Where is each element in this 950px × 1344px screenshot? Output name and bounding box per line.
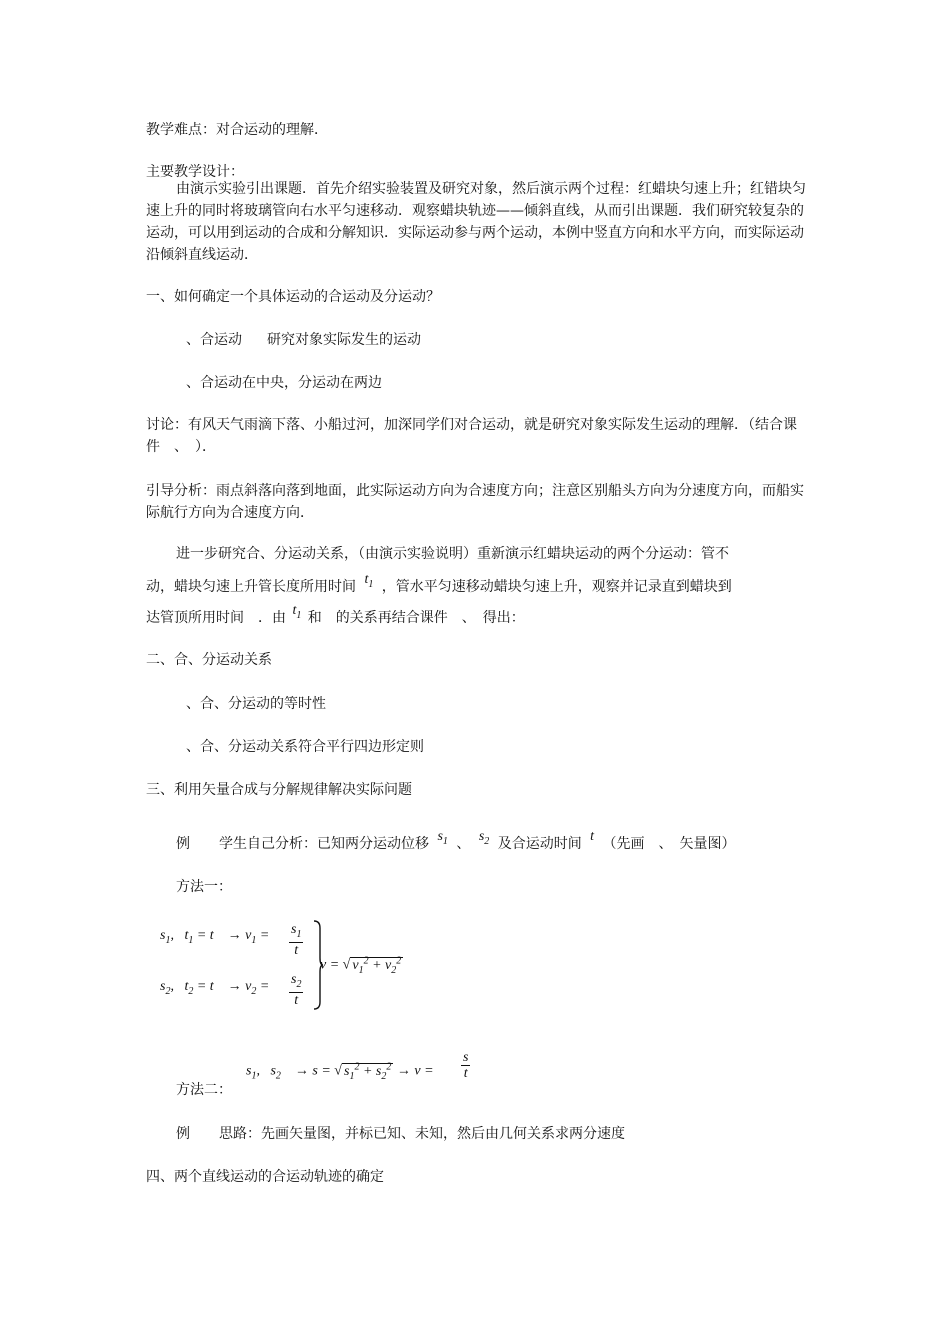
design-heading: 主要教学设计： [146, 164, 244, 180]
v1-fraction: $\frac{s_1}{t}$ [291, 922, 302, 958]
discussion-paragraph: 讨论：有风天气雨滴下落、小船过河，加深同学们对合运动，就是研究对象实际发生运动的理解．（结合课件 、 ）． [146, 417, 797, 455]
further-line-2-text-b: ，管水平匀速移动蜡块匀速上升，观察并记录直到蜡块到 [381, 579, 732, 595]
example-1-separator: 、 [456, 836, 471, 852]
t1-symbol: $t_1$ [292, 603, 302, 621]
teaching-difficulty: 教学难点：对合运动的理解． [146, 122, 328, 138]
further-line-2-text-a: 动，蜡块匀速上升管长度所用时间 [146, 579, 356, 595]
section-1-item-1-label: 、合运动 [186, 332, 242, 348]
s2-t2-relation: $s_2$, $t_2 = t$ → $v_2$ = [160, 979, 270, 997]
example-1-line [219, 829, 736, 859]
t1-symbol: $t_1$ [364, 572, 374, 590]
s2-symbol: $s_2$ [478, 829, 490, 847]
method-1-label: 方法一： [176, 879, 232, 895]
guide-paragraph: 引导分析：雨点斜落向落到地面，此实际运动方向为合速度方向；注意区别船头方向为分速度方向，而船实际航行方向为合速度方向． [146, 483, 804, 521]
section-1-item-1-text: 研究对象实际发生的运动 [267, 332, 421, 348]
method-2-label: 方法二： [176, 1082, 232, 1098]
further-line-2 [146, 572, 732, 602]
design-paragraph: 由演示实验引出课题．首先介绍实验装置及研究对象，然后演示两个过程：红蜡块匀速上升；红错块匀速上升的同时将玻璃管向右水平匀速移动．观察蜡块轨迹——倾斜直线，从而引出课题．我们研究较复杂的运动，可以用到运动的合成和分解知识．实际运动参与两个运动，本例中竖直方向和水平方向，而实际运动沿倾斜直线运动． [146, 181, 806, 263]
example-1-text-b: 及合运动时间 [497, 836, 582, 852]
v-result: v = √ $v_1^2 + v_2^2$ [320, 955, 402, 976]
further-line-3-text-b: 和 的关系再结合课件 、 得出： [307, 610, 525, 626]
section-3-heading: 三、利用矢量合成与分解规律解决实际问题 [146, 782, 412, 798]
section-4-heading: 四、两个直线运动的合运动轨迹的确定 [146, 1169, 384, 1185]
section-2-item-1: 、合、分运动的等时性 [186, 696, 326, 712]
further-line-1: 进一步研究合、分运动关系，（由演示实验说明）重新演示红蜡块运动的两个分运动：管不 [176, 546, 729, 562]
further-line-3-text-a: 达管顶所用时间 ．由 [146, 610, 286, 626]
v-fraction: $\frac{s}{t}$ [463, 1050, 469, 1081]
further-line-3 [146, 603, 525, 633]
example-2-text: 思路：先画矢量图，并标已知、未知，然后由几何关系求两分速度 [219, 1126, 625, 1142]
section-2-item-2: 、合、分运动关系符合平行四边形定则 [186, 739, 424, 755]
example-1-text-a: 学生自己分析：已知两分运动位移 [219, 836, 429, 852]
section-2-heading: 二、合、分运动关系 [146, 652, 272, 668]
s1-t1-relation: $s_1$, $t_1 = t$ → $v_1$ = [160, 928, 270, 946]
t-symbol: t [590, 829, 595, 844]
example-1-text-c: （先画 、 矢量图） [602, 836, 736, 852]
s-v-derivation: $s_1$, $s_2$ → s = √ $s_1^2 + s_2^2 \to v$ = [246, 1061, 434, 1082]
example-2-label: 例 [176, 1126, 190, 1142]
example-1-label: 例 [176, 836, 190, 852]
s1-symbol: $s_1$ [437, 829, 448, 847]
v2-fraction: $\frac{s_2}{t}$ [291, 972, 302, 1008]
section-1-heading: 一、如何确定一个具体运动的合运动及分运动？ [146, 289, 440, 305]
section-1-item-2: 、合运动在中央，分运动在两边 [186, 375, 382, 391]
